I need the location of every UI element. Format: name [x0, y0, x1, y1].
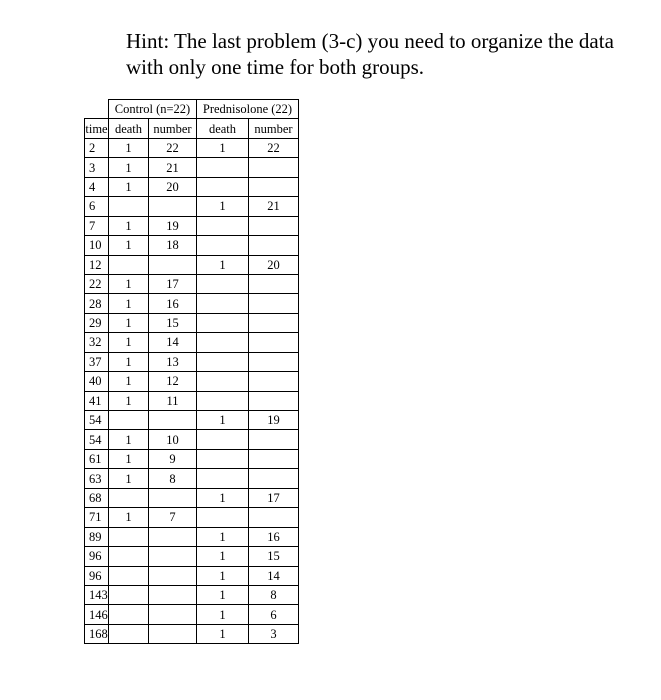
time-cell: 40: [85, 372, 109, 391]
prednisolone-death-cell: [197, 333, 249, 352]
table-row: [85, 527, 299, 546]
time-cell: 4: [85, 177, 109, 196]
control-death-cell: [109, 197, 149, 216]
control-death-column-header: death: [109, 119, 149, 138]
prednisolone-death-cell: [197, 274, 249, 293]
prednisolone-death-cell: [197, 236, 249, 255]
control-number-cell: [149, 197, 197, 216]
table-row: [85, 605, 299, 624]
control-death-cell: [109, 624, 149, 643]
prednisolone-number-cell: 20: [249, 255, 299, 274]
control-death-cell: 1: [109, 352, 149, 371]
prednisolone-death-cell: [197, 158, 249, 177]
prednisolone-death-cell: 1: [197, 527, 249, 546]
prednisolone-death-cell: 1: [197, 547, 249, 566]
control-death-cell: [109, 547, 149, 566]
table-row: [85, 352, 299, 371]
prednisolone-number-cell: [249, 449, 299, 468]
table-row: [85, 216, 299, 235]
control-number-cell: 11: [149, 391, 197, 410]
control-number-column-header: number: [149, 119, 197, 138]
prednisolone-death-cell: [197, 469, 249, 488]
prednisolone-number-cell: 6: [249, 605, 299, 624]
control-number-cell: [149, 566, 197, 585]
table-row: [85, 294, 299, 313]
prednisolone-number-cell: [249, 236, 299, 255]
hint-text: [126, 28, 646, 80]
time-column-header: time: [85, 119, 109, 138]
prednisolone-number-cell: 22: [249, 138, 299, 157]
control-death-cell: 1: [109, 216, 149, 235]
prednisolone-death-column-header: death: [197, 119, 249, 138]
table-row: [85, 274, 299, 293]
prednisolone-number-cell: 17: [249, 488, 299, 507]
time-cell: 54: [85, 411, 109, 430]
control-death-cell: [109, 255, 149, 274]
table-row: [85, 255, 299, 274]
time-cell: 96: [85, 566, 109, 585]
control-death-cell: 1: [109, 449, 149, 468]
table-row: [85, 430, 299, 449]
control-death-cell: [109, 527, 149, 546]
time-cell: 168: [85, 624, 109, 643]
control-death-cell: [109, 411, 149, 430]
control-number-cell: 20: [149, 177, 197, 196]
prednisolone-death-cell: [197, 352, 249, 371]
control-number-cell: [149, 605, 197, 624]
prednisolone-number-cell: [249, 352, 299, 371]
prednisolone-death-cell: [197, 216, 249, 235]
prednisolone-death-cell: [197, 294, 249, 313]
control-number-cell: 19: [149, 216, 197, 235]
table-row: [85, 624, 299, 643]
prednisolone-number-cell: [249, 372, 299, 391]
time-cell: 6: [85, 197, 109, 216]
prednisolone-number-cell: [249, 508, 299, 527]
control-number-cell: 17: [149, 274, 197, 293]
control-number-cell: 9: [149, 449, 197, 468]
time-cell: 96: [85, 547, 109, 566]
control-death-cell: 1: [109, 236, 149, 255]
prednisolone-death-cell: [197, 508, 249, 527]
table-row: [85, 488, 299, 507]
table-row: [85, 313, 299, 332]
time-cell: 10: [85, 236, 109, 255]
control-death-cell: 1: [109, 177, 149, 196]
time-cell: 28: [85, 294, 109, 313]
control-number-cell: 10: [149, 430, 197, 449]
prednisolone-death-cell: 1: [197, 197, 249, 216]
prednisolone-death-cell: 1: [197, 411, 249, 430]
prednisolone-number-cell: [249, 294, 299, 313]
prednisolone-number-cell: [249, 430, 299, 449]
prednisolone-group-header: Prednisolone (22): [197, 100, 299, 119]
table-row: [85, 333, 299, 352]
prednisolone-death-cell: 1: [197, 488, 249, 507]
control-number-cell: [149, 488, 197, 507]
time-cell: 41: [85, 391, 109, 410]
control-number-cell: [149, 624, 197, 643]
hint-line-1: Hint: The last problem (3-c) you need to organize the data: [126, 29, 614, 53]
table-row: [85, 411, 299, 430]
control-death-cell: 1: [109, 313, 149, 332]
control-death-cell: 1: [109, 333, 149, 352]
prednisolone-number-cell: [249, 158, 299, 177]
prednisolone-number-cell: 21: [249, 197, 299, 216]
prednisolone-death-cell: 1: [197, 624, 249, 643]
prednisolone-death-cell: [197, 313, 249, 332]
time-cell: 12: [85, 255, 109, 274]
time-cell: 63: [85, 469, 109, 488]
control-number-cell: 16: [149, 294, 197, 313]
table-row: [85, 197, 299, 216]
control-number-cell: 18: [149, 236, 197, 255]
prednisolone-death-cell: [197, 177, 249, 196]
prednisolone-death-cell: 1: [197, 255, 249, 274]
control-death-cell: [109, 566, 149, 585]
prednisolone-death-cell: [197, 372, 249, 391]
control-death-cell: 1: [109, 274, 149, 293]
time-cell: 2: [85, 138, 109, 157]
prednisolone-death-cell: [197, 449, 249, 468]
prednisolone-number-cell: [249, 216, 299, 235]
time-cell: 143: [85, 585, 109, 604]
control-number-cell: 21: [149, 158, 197, 177]
time-cell: 61: [85, 449, 109, 468]
control-death-cell: 1: [109, 372, 149, 391]
prednisolone-death-cell: 1: [197, 138, 249, 157]
column-header-row: [85, 119, 299, 138]
prednisolone-number-cell: 14: [249, 566, 299, 585]
control-death-cell: 1: [109, 294, 149, 313]
survival-data-table: [84, 99, 299, 644]
table-row: [85, 566, 299, 585]
table-row: [85, 469, 299, 488]
control-number-cell: 7: [149, 508, 197, 527]
prednisolone-number-cell: 19: [249, 411, 299, 430]
control-death-cell: 1: [109, 469, 149, 488]
table-row: [85, 177, 299, 196]
prednisolone-death-cell: 1: [197, 566, 249, 585]
control-number-cell: 22: [149, 138, 197, 157]
control-group-header: Control (n=22): [109, 100, 197, 119]
table-row: [85, 547, 299, 566]
time-cell: 71: [85, 508, 109, 527]
prednisolone-number-cell: [249, 177, 299, 196]
table-row: [85, 391, 299, 410]
control-death-cell: [109, 605, 149, 624]
table-row: [85, 158, 299, 177]
hint-line-2: with only one time for both groups.: [126, 55, 425, 79]
time-cell: 32: [85, 333, 109, 352]
control-number-cell: [149, 547, 197, 566]
prednisolone-number-cell: [249, 313, 299, 332]
table-row: [85, 585, 299, 604]
control-death-cell: 1: [109, 158, 149, 177]
time-cell: 3: [85, 158, 109, 177]
time-cell: 37: [85, 352, 109, 371]
control-number-cell: 12: [149, 372, 197, 391]
table-row: [85, 449, 299, 468]
group-header-row: [85, 100, 299, 119]
prednisolone-number-cell: 16: [249, 527, 299, 546]
prednisolone-number-column-header: number: [249, 119, 299, 138]
control-death-cell: [109, 488, 149, 507]
empty-corner-cell: [85, 100, 109, 119]
control-death-cell: 1: [109, 391, 149, 410]
control-death-cell: 1: [109, 138, 149, 157]
time-cell: 7: [85, 216, 109, 235]
prednisolone-number-cell: [249, 469, 299, 488]
prednisolone-number-cell: [249, 274, 299, 293]
control-number-cell: 14: [149, 333, 197, 352]
control-death-cell: 1: [109, 430, 149, 449]
control-number-cell: 15: [149, 313, 197, 332]
time-cell: 68: [85, 488, 109, 507]
control-number-cell: [149, 527, 197, 546]
table-row: [85, 508, 299, 527]
prednisolone-death-cell: [197, 430, 249, 449]
time-cell: 54: [85, 430, 109, 449]
control-number-cell: 8: [149, 469, 197, 488]
time-cell: 29: [85, 313, 109, 332]
prednisolone-number-cell: [249, 333, 299, 352]
prednisolone-death-cell: 1: [197, 585, 249, 604]
control-death-cell: [109, 585, 149, 604]
control-number-cell: [149, 255, 197, 274]
control-death-cell: 1: [109, 508, 149, 527]
table-row: [85, 372, 299, 391]
time-cell: 89: [85, 527, 109, 546]
control-number-cell: [149, 585, 197, 604]
control-number-cell: [149, 411, 197, 430]
time-cell: 22: [85, 274, 109, 293]
prednisolone-death-cell: [197, 391, 249, 410]
time-cell: 146: [85, 605, 109, 624]
prednisolone-number-cell: 3: [249, 624, 299, 643]
table-row: [85, 236, 299, 255]
prednisolone-number-cell: 8: [249, 585, 299, 604]
control-number-cell: 13: [149, 352, 197, 371]
prednisolone-death-cell: 1: [197, 605, 249, 624]
table-row: [85, 138, 299, 157]
prednisolone-number-cell: 15: [249, 547, 299, 566]
prednisolone-number-cell: [249, 391, 299, 410]
